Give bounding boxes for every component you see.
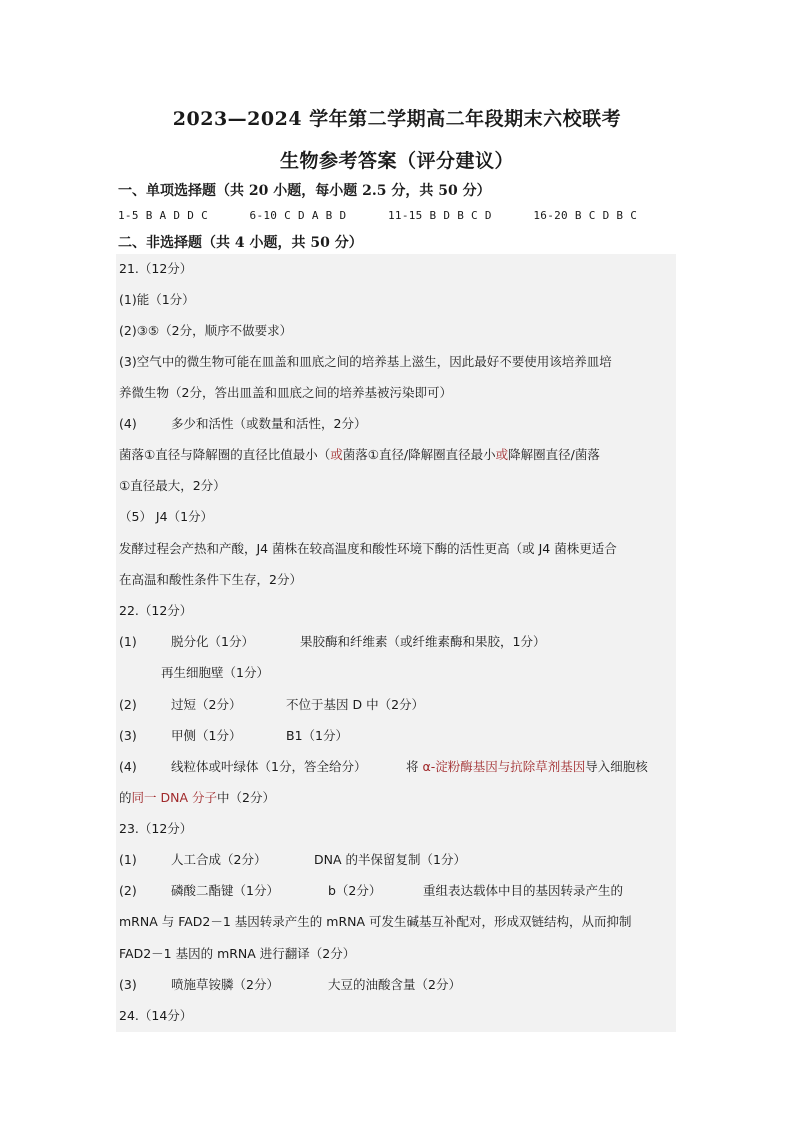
- q22-line4-answer-b: B1（1分）: [286, 728, 348, 743]
- q21-line6-or1: 或: [330, 447, 343, 462]
- q22-line3-answer-a: 过短（2分）: [171, 697, 242, 712]
- q21-line3: (3)空气中的微生物可能在皿盖和皿底之间的培养基上滋生，因此最好不要使用该培养皿培: [119, 354, 612, 369]
- q21-line6-part1: 菌落①直径与降解圈的直径比值最小（: [119, 447, 331, 462]
- q22-line1-num: (1): [119, 634, 137, 649]
- q22-line1-answer-a: 脱分化（1分）: [171, 634, 254, 649]
- q22-line3-answer-b: 不位于基因 D 中（2分）: [286, 697, 425, 712]
- q21-line8: （5） J4（1分）: [119, 509, 214, 524]
- q21-line4: 养微生物（2分，答出皿盖和皿底之间的培养基被污染即可）: [119, 385, 452, 400]
- q21-line6-part3: 降解圈直径/菌落: [508, 447, 600, 462]
- q23-line2-answer-c: 重组表达载体中目的基因转录产生的: [423, 883, 624, 898]
- q21-line7: ①直径最大，2分）: [119, 478, 226, 493]
- q24-title: 24.（14分）: [119, 1008, 193, 1023]
- section2-heading: 二、非选择题（共 4 小题，共 50 分）: [118, 235, 363, 251]
- q22-line1: [119, 633, 546, 651]
- document-title: 2023—2024 学年第二学期高二年段期末六校联考: [172, 108, 622, 130]
- q23-line3: mRNA 与 FAD2－1 基因转录产生的 mRNA 可发生碱基互补配对，形成双链结构，从而抑制: [119, 914, 632, 929]
- q22-line2: 再生细胞壁（1分）: [161, 665, 269, 680]
- q22-line5-num: (4): [119, 759, 137, 774]
- q22-line6-part2: 中（2分）: [217, 790, 275, 805]
- q22-line1-answer-b: 果胶酶和纤维素（或纤维素酶和果胶，1分）: [300, 634, 546, 649]
- q22-line5-answer-c: 导入细胞核: [585, 759, 648, 774]
- q23-line5-num: (3): [119, 977, 137, 992]
- q21-line5: [119, 415, 367, 433]
- q22-line5-highlight: α-淀粉酶基因与抗除草剂基因: [422, 759, 586, 774]
- q22-line4: [119, 727, 348, 745]
- q23-line2-answer-b: b（2分）: [328, 883, 382, 898]
- q21-line5-text: 多少和活性（或数量和活性，2分）: [171, 416, 367, 431]
- q22-line5-answer-a: 线粒体或叶绿体（1分，答全给分）: [171, 759, 367, 774]
- q23-line2-num: (2): [119, 883, 137, 898]
- q23-line1: [119, 851, 466, 869]
- q23-line1-answer-a: 人工合成（2分）: [171, 852, 267, 867]
- q22-line6: [119, 789, 275, 807]
- q22-line3: [119, 696, 425, 714]
- q22-line6-highlight: 同一 DNA 分子: [131, 790, 217, 805]
- q21-line6-or2: 或: [495, 447, 509, 462]
- q21-line9: 发酵过程会产热和产酸，J4 菌株在较高温度和酸性环境下酶的活性更高（或 J4 菌株更适合: [119, 541, 617, 556]
- q22-line6-part1: 的: [119, 790, 132, 805]
- q22-line5: [119, 758, 648, 776]
- q22-line4-num: (3): [119, 728, 137, 743]
- q23-line1-answer-b: DNA 的半保留复制（1分）: [314, 852, 466, 867]
- q23-line5: [119, 976, 461, 994]
- q22-line3-num: (2): [119, 697, 137, 712]
- q21-line10: 在高温和酸性条件下生存，2分）: [119, 572, 302, 587]
- q21-line6-part2: 菌落①直径/降解圈直径最小: [342, 447, 496, 462]
- q21-line2: (2)③⑤（2分，顺序不做要求）: [119, 323, 293, 338]
- q22-title: 22.（12分）: [119, 603, 193, 618]
- q23-line2: [119, 882, 624, 900]
- q22-line5-answer-b: 将: [406, 759, 423, 774]
- q23-line5-answer-b: 大豆的油酸含量（2分）: [328, 977, 461, 992]
- q22-line4-answer-a: 甲侧（1分）: [171, 728, 242, 743]
- q23-line2-answer-a: 磷酸二酯键（1分）: [171, 883, 279, 898]
- q23-line5-answer-a: 喷施草铵膦（2分）: [171, 977, 279, 992]
- q21-line1: (1)能（1分）: [119, 292, 195, 307]
- q23-line4: FAD2－1 基因的 mRNA 进行翻译（2分）: [119, 946, 356, 961]
- q21-line6: [119, 446, 600, 464]
- document-subtitle: 生物参考答案（评分建议）: [279, 150, 514, 172]
- mc-answers: 1-5 B A D D C 6-10 C D A B D 11-15 B D B C D 16-20 B C D B C: [118, 209, 638, 222]
- q21-line5-num: (4): [119, 416, 137, 431]
- q21-title: 21.（12分）: [119, 261, 193, 276]
- q23-line1-num: (1): [119, 852, 137, 867]
- section1-heading: 一、单项选择题（共 20 小题，每小题 2.5 分，共 50 分）: [118, 183, 491, 199]
- q23-title: 23.（12分）: [119, 821, 193, 836]
